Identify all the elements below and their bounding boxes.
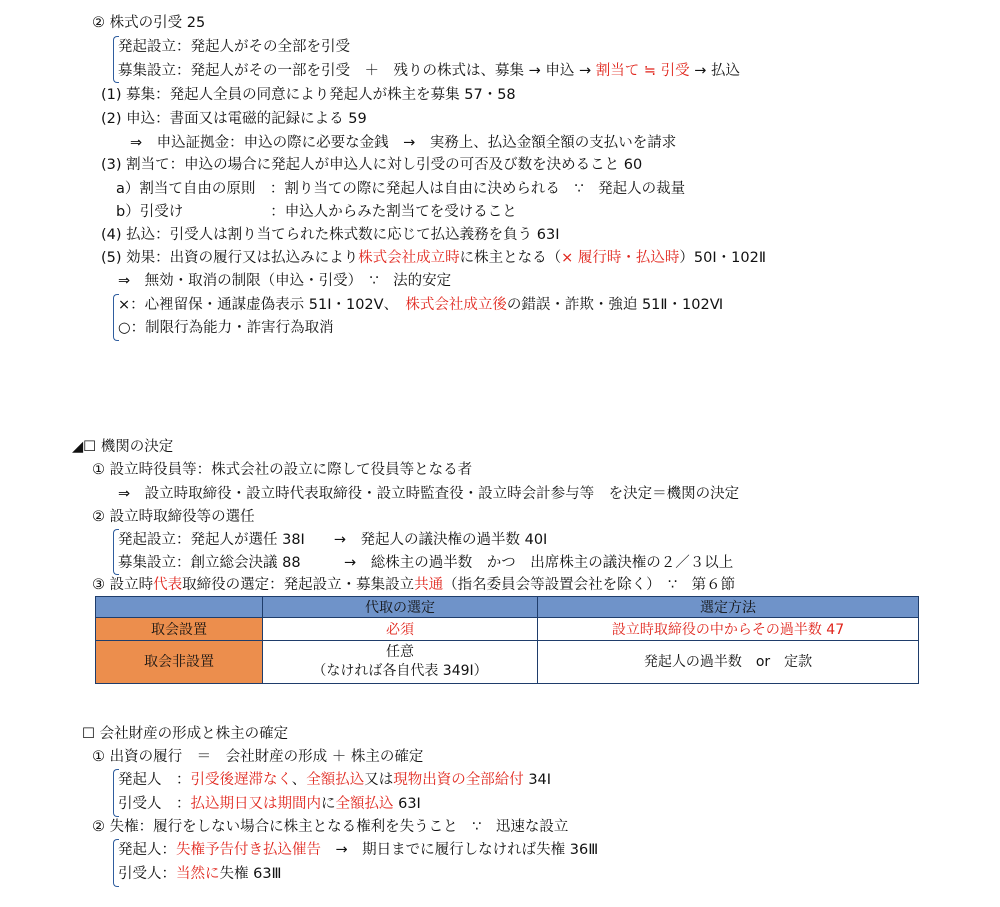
representative-director-table [95,596,919,684]
forfeiture-item: ② 失権：履行をしない場合に株主となる権利を失うこと ∵ 迅速な設立 [92,819,569,835]
item-application: (2) 申込：書面又は電磁的記録による 59 [101,111,367,127]
allotment-acceptance: b）引受け ：申込人からみた割当てを受けること [116,204,517,220]
table-header-blank [96,597,263,618]
table-header-selection: 代取の選定 [263,597,538,618]
item-effect: (5) 効果：出資の履行又は払込みにより株式会社成立時に株主となる（× 履行時・払込時）50Ⅰ・102Ⅱ [101,250,766,266]
allotment-freedom-principle: a）割当て自由の原則 ：割り当ての際に発起人は自由に決められる ∵ 発起人の裁量 [116,181,686,197]
organ-boshu-line: 募集設立：創立総会決議 88 → 総株主の過半数 かつ 出席株主の議決権の２／３以上 [118,555,734,571]
table-header-row [96,597,919,618]
effect-note: ⇒ 無効・取消の制限（申込・引受） ∵ 法的安定 [118,273,452,289]
row-label: 取会非設置 [96,641,263,684]
table-header-method: 選定方法 [538,597,919,618]
subscriber-payment-line: 引受人 ：払込期日又は期間内に全額払込 63Ⅰ [118,796,421,812]
cell-selection: 必須 [263,618,538,641]
shares-subscription-heading: ② 株式の引受 25 [92,15,206,31]
cell-method: 設立時取締役の中からその過半数 47 [538,618,919,641]
cell-method: 発起人の過半数 or 定款 [538,641,919,684]
circle-line: ○：制限行為能力・詐害行為取消 [118,320,334,336]
cross-line: ×：心裡留保・通謀虚偽表示 51Ⅰ・102Ⅴ、 株式会社成立後の錯誤・詐欺・強迫 51Ⅱ・102Ⅵ [118,297,724,313]
organ-hokki-line: 発起設立：発起人が選任 38Ⅰ → 発起人の議決権の過半数 40Ⅰ [118,532,548,548]
boshu-setsuritsu-line: 募集設立：発起人がその一部を引受 ＋ 残りの株式は、募集 → 申込 → 割当て ≒ 引受 → 払込 [118,63,740,79]
promoter-forfeiture-line: 発起人：失権予告付き払込催告 → 期日までに履行しなければ失権 36Ⅲ [118,842,599,858]
performance-item: ① 出資の履行 ＝ 会社財産の形成 ＋ 株主の確定 [92,749,424,765]
table-row [96,618,919,641]
organ-item2: ② 設立時取締役等の選任 [92,509,255,525]
subscriber-forfeiture-line: 引受人：当然に失権 63Ⅲ [118,866,282,882]
promoter-payment-line: 発起人 ：引受後遅滞なく、全額払込又は現物出資の全部給付 34Ⅰ [118,772,552,788]
company-assets-heading: ☐ 会社財産の形成と株主の確定 [82,726,289,742]
cell-selection: 任意 （なければ各自代表 349Ⅰ） [263,641,538,684]
organ-item1-note: ⇒ 設立時取締役・設立時代表取締役・設立時監査役・設立時会計参与等 を決定＝機関の決定 [118,486,740,502]
item-recruitment: (1) 募集：発起人全員の同意により発起人が株主を募集 57・58 [101,87,516,103]
organ-decision-heading: ◢☐ 機関の決定 [72,439,174,455]
organ-item1: ① 設立時役員等：株式会社の設立に際して役員等となる者 [92,462,473,478]
application-deposit-note: ⇒ 申込証拠金：申込の際に必要な金銭 → 実務上、払込金額全額の支払いを請求 [130,135,677,151]
item-allotment: (3) 割当て：申込の場合に発起人が申込人に対し引受の可否及び数を決めること 60 [101,157,643,173]
table-row [96,641,919,684]
row-label: 取会設置 [96,618,263,641]
item-payment: (4) 払込：引受人は割り当てられた株式数に応じて払込義務を負う 63Ⅰ [101,227,560,243]
organ-item3: ③ 設立時代表取締役の選定：発起設立・募集設立共通（指名委員会等設置会社を除く） ∵ 第６節 [92,577,736,593]
hokki-setsuritsu-line: 発起設立：発起人がその全部を引受 [118,39,350,55]
